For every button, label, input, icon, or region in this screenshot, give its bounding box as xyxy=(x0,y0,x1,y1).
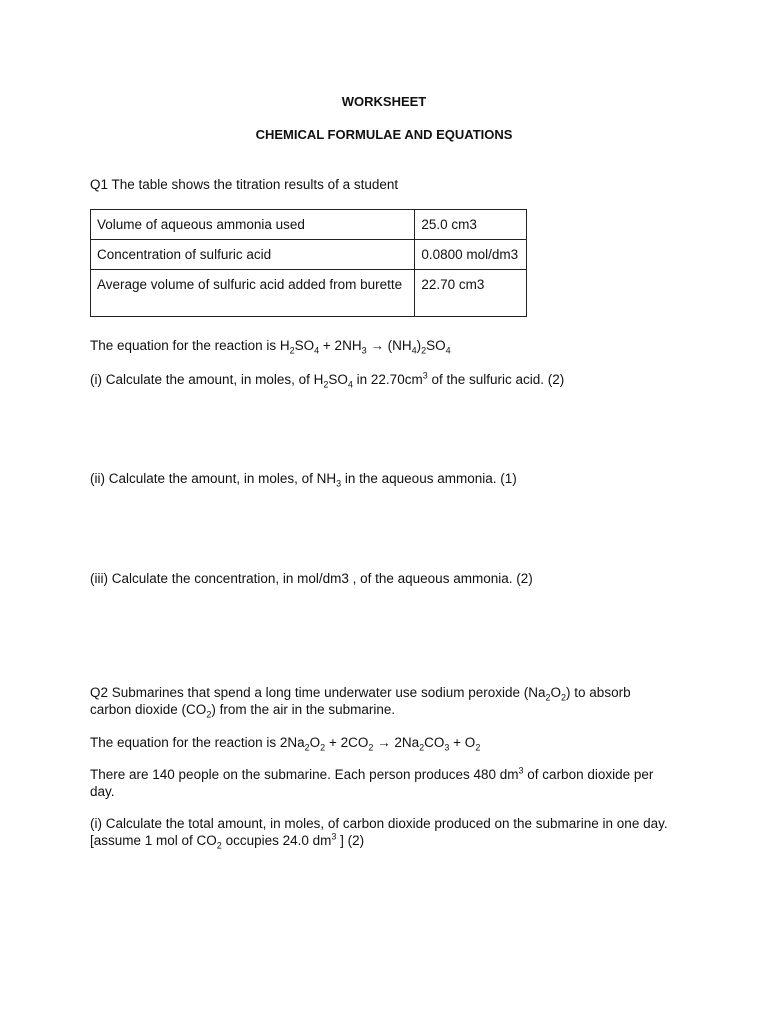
q1-equation: The equation for the reaction is $H_2SO_4 + 2NH_3 \to (NH_4)_2SO_4$ xyxy=(90,338,451,356)
q1-part-ii: (ii) Calculate the amount, in moles, of $NH_3$ in the aqueous ammonia. (1) xyxy=(90,471,517,489)
worksheet-title: WORKSHEET xyxy=(341,94,427,109)
q1-part-i: (i) Calculate the amount, in moles, of $H_2SO_4$ in $22.70cm^3$ of the sulfuric acid. (2) xyxy=(90,370,565,390)
table-row xyxy=(91,240,527,270)
table-cell-label: Average volume of sulfuric acid added from burette xyxy=(91,270,415,317)
table-cell-value: 25.0 cm3 xyxy=(415,210,527,240)
q1-part-iii: (iii) Calculate the concentration, in mol/dm3 , of the aqueous ammonia. (2) xyxy=(90,571,533,586)
table-cell-value: 0.0800 mol/dm3 xyxy=(415,240,527,270)
table-cell-label: Volume of aqueous ammonia used xyxy=(91,210,415,240)
q2-people-statement: There are 140 people on the submarine. Each person produces 480 $dm^3$ of carbon dioxide per day. xyxy=(90,765,654,799)
worksheet-subtitle: CHEMICAL FORMULAE AND EQUATIONS xyxy=(255,127,513,142)
titration-results-table xyxy=(90,209,527,317)
table-cell-value: 22.70 cm3 xyxy=(415,270,527,317)
table-row xyxy=(91,210,527,240)
table-row xyxy=(91,270,527,317)
q2-equation: The equation for the reaction is $2Na_2O_2 + 2CO_2 \to 2Na_2CO_3 + O_2$ xyxy=(90,735,481,753)
q1-intro: Q1 The table shows the titration results of a student xyxy=(90,177,399,192)
table-cell-label: Concentration of sulfuric acid xyxy=(91,240,415,270)
q2-part-i: (i) Calculate the total amount, in moles, of carbon dioxide produced on the submarine in one day. [assume 1 mol of $CO_2$ occupies 24.0 $dm^3$ ] (2) xyxy=(90,816,668,851)
q2-intro: Q2 Submarines that spend a long time underwater use sodium peroxide $(Na_2O_2)$ to absorb carbon dioxide $(CO_2)$ from the air in the submarine. xyxy=(90,685,631,720)
